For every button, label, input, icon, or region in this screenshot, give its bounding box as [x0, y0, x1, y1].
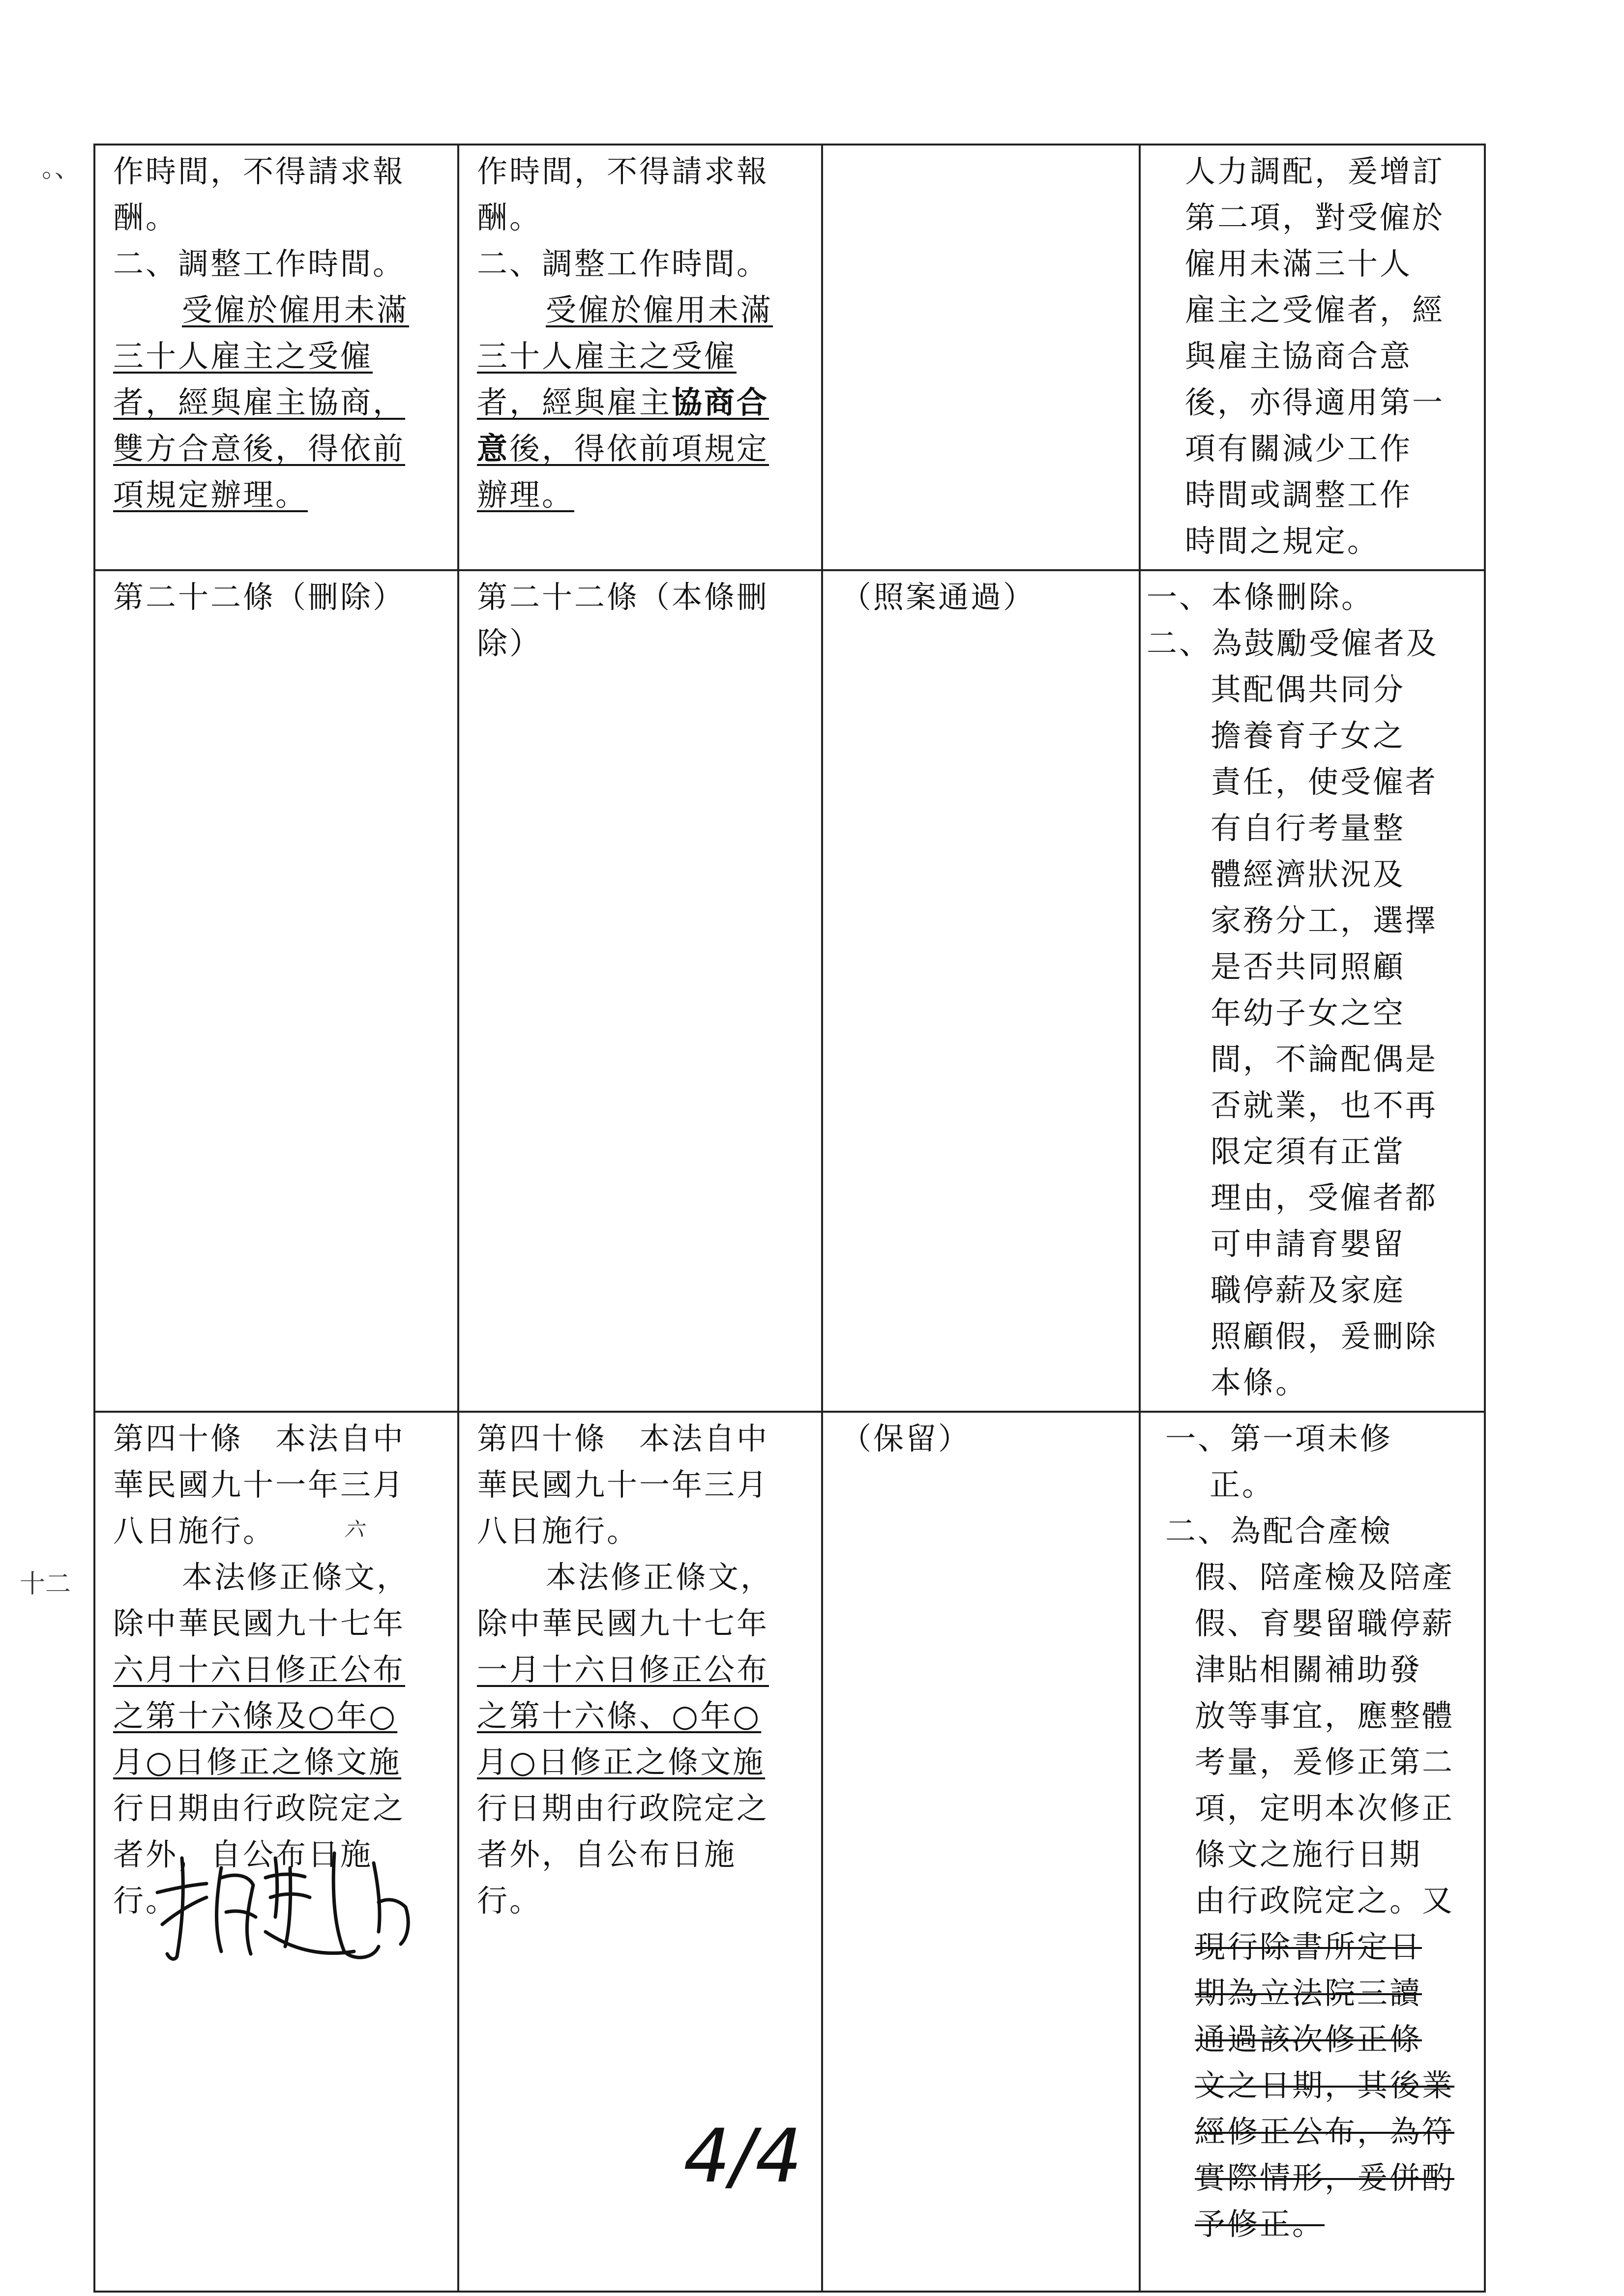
row1-col3 [822, 145, 1140, 570]
row3-col3: （保留） [822, 1412, 1140, 2292]
row2-col1: 第二十二條（刪除） [94, 570, 458, 1412]
row1-col2: 作時間，不得請求報 酬。 二、調整工作時間。 受僱於僱用未滿 三十人雇主之受僱 者，經與雇主協商合 意後，得依前項規定 辦理。 [458, 145, 822, 570]
row2-col4: 一、本條刪除。 二、為鼓勵受僱者及 其配偶共同分 擔養育子女之 責任，使受僱者 有自行考量整 體經濟狀況及 家務分工，選擇 是否共同照顧 年幼子女之空 間，不論配偶是 否就業，也不再 限定須有正當 理由，受僱者都 可申請育嬰留 職停薪及家庭 照顧假，爰刪除 本條。 [1140, 570, 1485, 1412]
handwritten-signature [148, 1838, 423, 1971]
handwritten-insert: 六 [344, 1518, 364, 1541]
row3-col2: 第四十條 本法自中 華民國九十一年三月 八日施行。 本法修正條文， 除中華民國九十七年 一月十六日修正公布 之第十六條、○年○ 月○日修正之條文施 行日期由行政院定之 者外，自公布日施 行。 [458, 1412, 822, 2292]
row2-col3: （照案通過） [822, 570, 1140, 1412]
row2-col2: 第二十二條（本條刪 除） [458, 570, 822, 1412]
margin-dots: 。、 [42, 154, 81, 183]
page-number: 4/4 [683, 2114, 802, 2199]
row3-col1: 第四十條 本法自中 華民國九十一年三月 八日施行。 本法修正條文， 除中華民國九十七年 六月十六日修正公布 之第十六條及○年○ 月○日修正之條文施 行日期由行政院定之 者外，自公布日施 行。 [94, 1412, 458, 2292]
row1-col4: 人力調配，爰增訂 第二項，對受僱於 僱用未滿三十人 雇主之受僱者，經 與雇主協商合意 後，亦得適用第一 項有關減少工作 時間或調整工作 時間之規定。 [1140, 145, 1485, 570]
table-row [94, 145, 1485, 570]
margin-row-mark: 十二 [20, 1569, 71, 1599]
row3-col4: 一、第一項未修 正。 二、為配合產檢 假、陪產檢及陪產 假、育嬰留職停薪 津貼相關補助發 放等事宜，應整體 考量，爰修正第二 項，定明本次修正 條文之施行日期 由行政院定之。又 現行除書所定日 期為立法院三讀 通過該次修正條 文之日期，其後業 經修正公布，為符 實際情形，爰併酌 予修正。 [1140, 1412, 1485, 2292]
row1-col1: 作時間，不得請求報 酬。 二、調整工作時間。 受僱於僱用未滿 三十人雇主之受僱 者，經與雇主協商， 雙方合意後，得依前 項規定辦理。 [94, 145, 458, 570]
table-row [94, 570, 1485, 1412]
